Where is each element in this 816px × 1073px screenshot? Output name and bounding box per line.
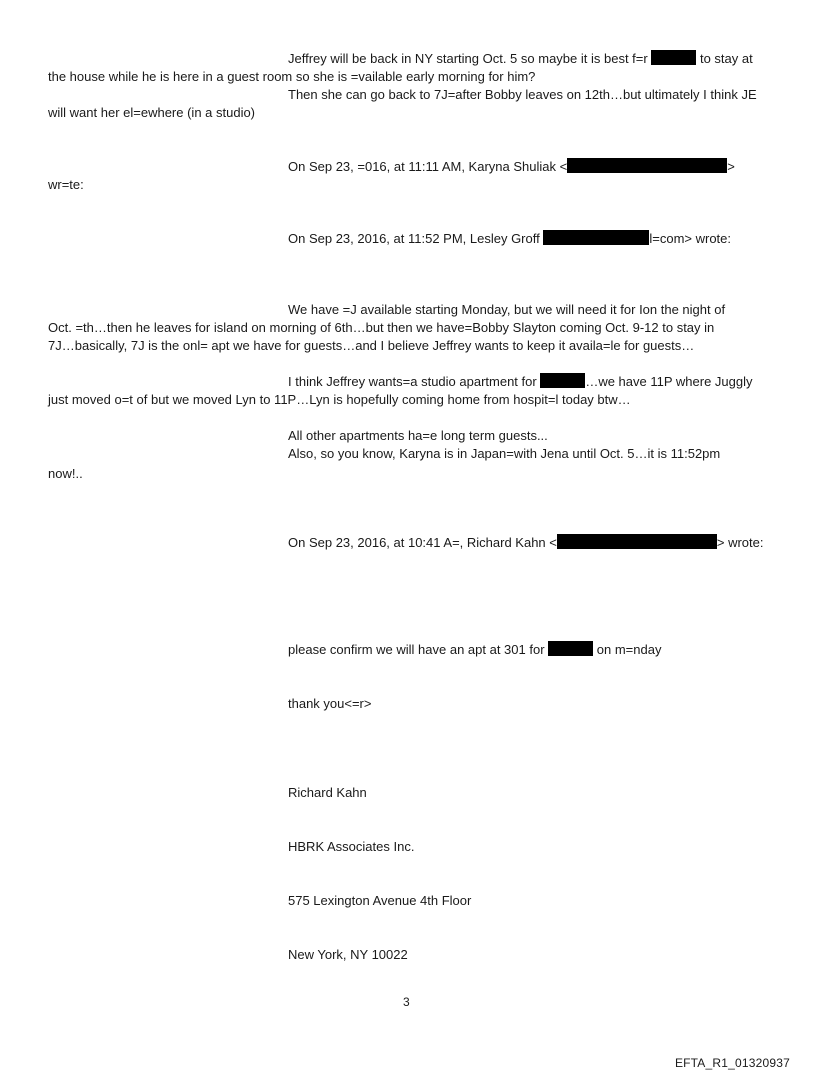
text-segment: on m=nday (596, 642, 662, 657)
redaction-box (540, 373, 585, 388)
text-segment: …we have 11P where Juggly (585, 374, 753, 389)
text-segment: Jeffrey will be back in NY starting Oct. 5 so maybe it is best f=r (288, 51, 648, 66)
email-line: All other apartments ha=e long term guests... (288, 428, 548, 443)
email-line: will want her el=ewhere (in a studio) (48, 105, 256, 120)
text-segment: l=com> wrote: (649, 231, 732, 246)
email-line: now!.. (48, 466, 83, 481)
redaction-box (548, 641, 593, 656)
text-segment: > wrote: (716, 535, 764, 550)
signature-name: Richard Kahn (288, 785, 367, 800)
reply-header (288, 158, 735, 175)
text-segment: please confirm we will have an apt at 301 for (288, 642, 545, 657)
text-segment: to stay at (699, 51, 753, 66)
email-line: wr=te: (48, 177, 84, 192)
email-line: thank you<=r> (288, 696, 372, 711)
email-line: just moved o=t of but we moved Lyn to 11P…Lyn is hopefully coming home from hospit=l today btw… (48, 392, 631, 407)
bates-number: EFTA_R1_01320937 (674, 1056, 790, 1070)
signature-address: 575 Lexington Avenue 4th Floor (288, 893, 472, 908)
email-line: Also, so you know, Karyna is in Japan=with Jena until Oct. 5…it is 11:52pm (288, 446, 721, 461)
text-segment: On Sep 23, =016, at 11:11 AM, Karyna Shuliak < (288, 159, 568, 174)
text-segment: > (727, 159, 735, 174)
text-segment: I think Jeffrey wants=a studio apartment for (288, 374, 537, 389)
email-line (288, 641, 661, 658)
email-line: We have =J available starting Monday, but we will need it for Ion the night of (288, 302, 726, 317)
page-number: 3 (403, 995, 410, 1009)
text-segment: On Sep 23, 2016, at 10:41 A=, Richard Kahn < (288, 535, 557, 550)
reply-header (288, 534, 763, 551)
email-line: the house while he is here in a guest room so she is =vailable early morning for him? (48, 69, 536, 84)
text-segment: On Sep 23, 2016, at 11:52 PM, Lesley Groff (288, 231, 540, 246)
reply-header (288, 230, 731, 247)
signature-city: New York, NY 10022 (288, 947, 408, 962)
redaction-box (651, 50, 696, 65)
redaction-box (543, 230, 649, 245)
redaction-box (567, 158, 727, 173)
email-line: 7J…basically, 7J is the onl= apt we have for guests…and I believe Jeffrey wants to keep it availa=le for guests… (48, 338, 695, 353)
email-line (288, 373, 753, 390)
email-line (288, 50, 753, 67)
email-line: Then she can go back to 7J=after Bobby leaves on 12th…but ultimately I think JE (288, 87, 757, 102)
redaction-box (557, 534, 717, 549)
signature-company: HBRK Associates Inc. (288, 839, 415, 854)
email-line: Oct. =th…then he leaves for island on morning of 6th…but then we have=Bobby Slayton coming Oct. 9-12 to stay in (48, 320, 715, 335)
